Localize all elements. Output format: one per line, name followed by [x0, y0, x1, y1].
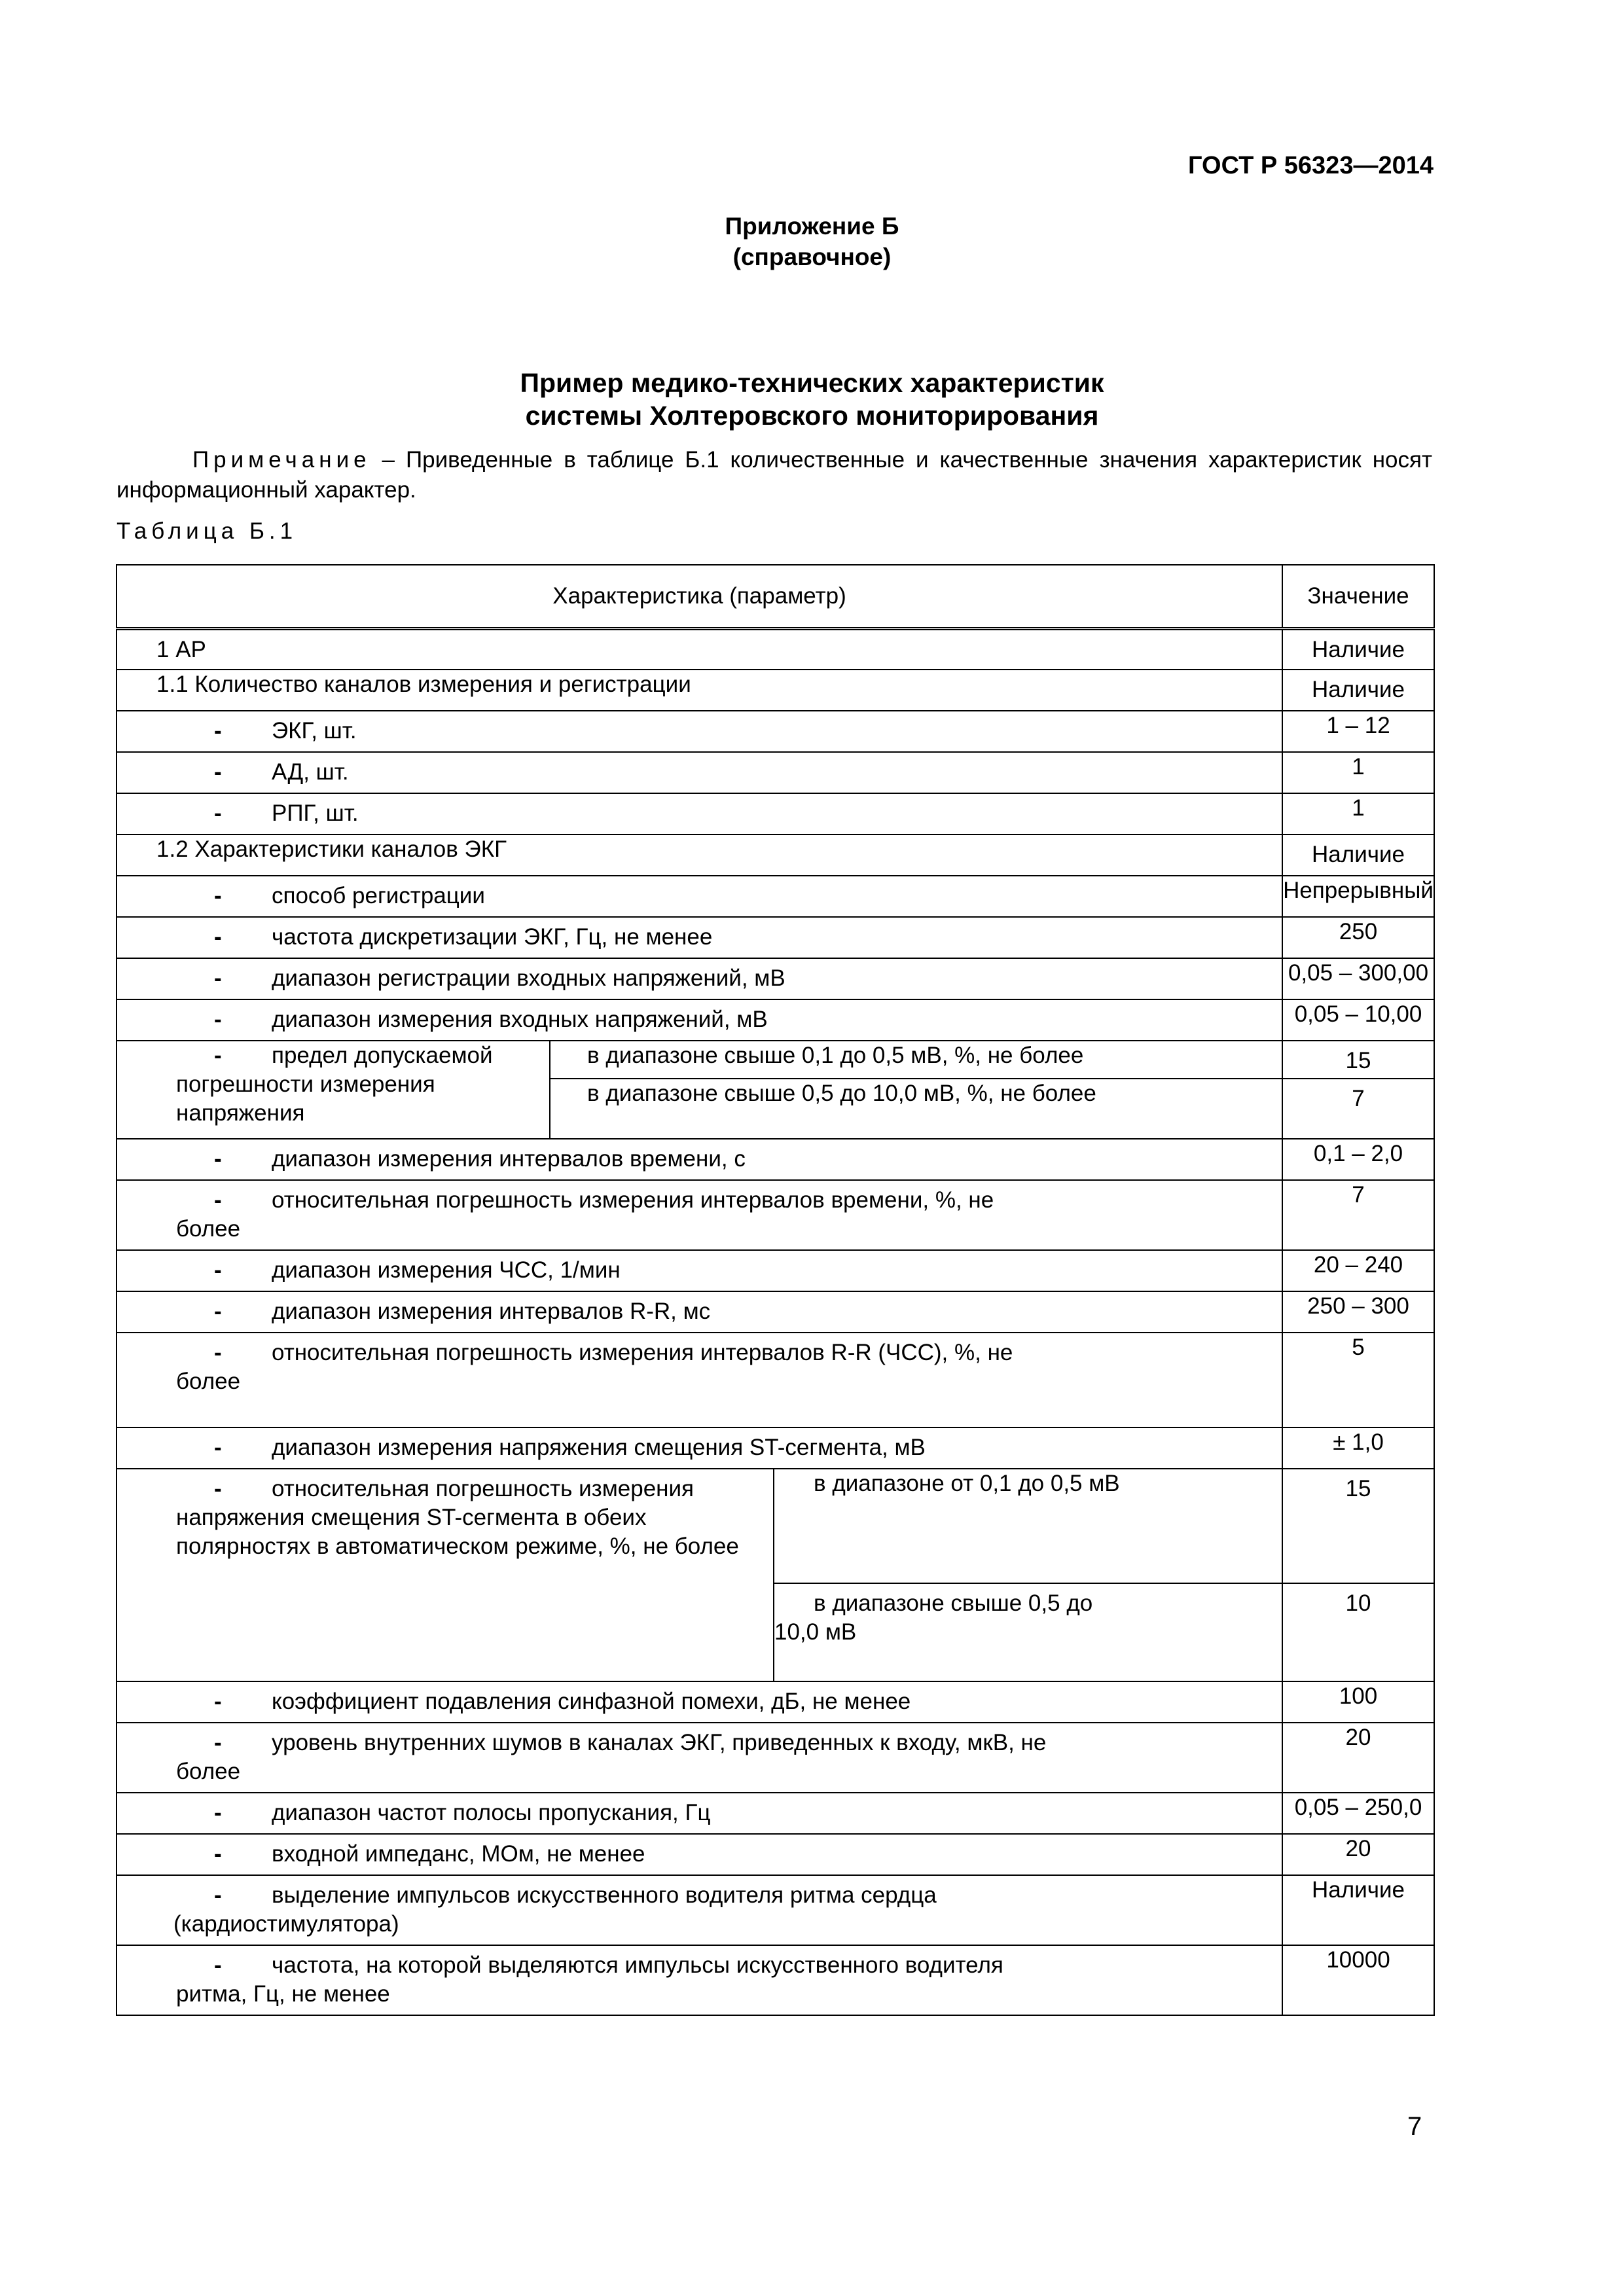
row-label: - относительная погрешность измерения напряжения смещения ST-сегмента в обеих полярностях в автоматическом режиме, %, не более [117, 1469, 774, 1681]
row-value: 1 [1282, 793, 1434, 834]
row-value: 1 – 12 [1282, 711, 1434, 752]
table-row [117, 670, 1434, 711]
dash-marker: - [214, 1434, 222, 1460]
table-row [117, 1875, 1434, 1945]
dash-marker: - [214, 717, 222, 744]
row-label: - АД, шт. [117, 752, 1282, 793]
characteristics-table [116, 564, 1435, 2016]
row-label: - ЭКГ, шт. [117, 711, 1282, 752]
column-header-param: Характеристика (параметр) [117, 565, 1282, 629]
dash-marker: - [214, 1688, 222, 1714]
row-value: 0,05 – 300,00 [1282, 958, 1434, 999]
dash-marker: - [214, 1339, 222, 1365]
dash-marker: - [214, 1145, 222, 1172]
row-label: - РПГ, шт. [117, 793, 1282, 834]
table-row [117, 1139, 1434, 1180]
row-label: - относительная погрешность измерения интервалов времени, %, не более [117, 1180, 1282, 1250]
table-row [117, 834, 1434, 876]
row-value: ± 1,0 [1282, 1427, 1434, 1469]
table-row [117, 999, 1434, 1041]
table-row [117, 1723, 1434, 1793]
row-value: 100 [1282, 1681, 1434, 1723]
table-row [117, 1469, 1434, 1583]
row-value: Наличие [1282, 1875, 1434, 1945]
row-label: - диапазон измерения интервалов R-R, мс [117, 1291, 1282, 1333]
dash-marker: - [214, 1187, 222, 1213]
table-row [117, 629, 1434, 670]
dash-marker: - [214, 1006, 222, 1032]
row-label: - входной импеданс, МОм, не менее [117, 1834, 1282, 1875]
row-label: - коэффициент подавления синфазной помехи, дБ, не менее [117, 1681, 1282, 1723]
sub-range-label: в диапазоне свыше 0,1 до 0,5 мВ, %, не более [550, 1041, 1282, 1079]
table-row [117, 1945, 1434, 2015]
row-value: 15 [1282, 1041, 1434, 1079]
row-label: - диапазон частот полосы пропускания, Гц [117, 1793, 1282, 1834]
row-value: 5 [1282, 1333, 1434, 1427]
row-label: - диапазон измерения интервалов времени, с [117, 1139, 1282, 1180]
dash-marker: - [214, 1840, 222, 1867]
dash-marker: - [214, 1882, 222, 1908]
table-header-row [117, 565, 1434, 629]
dash-marker: - [214, 924, 222, 950]
dash-marker: - [214, 759, 222, 785]
dash-marker: - [214, 1257, 222, 1283]
table-row [117, 1291, 1434, 1333]
row-label: - диапазон измерения входных напряжений, мВ [117, 999, 1282, 1041]
document-id: ГОСТ Р 56323—2014 [1188, 152, 1434, 179]
row-value: 10000 [1282, 1945, 1434, 2015]
row-value: 1 [1282, 752, 1434, 793]
row-value: 20 [1282, 1723, 1434, 1793]
row-value: 250 – 300 [1282, 1291, 1434, 1333]
table-row [117, 1834, 1434, 1875]
row-label: - способ регистрации [117, 876, 1282, 917]
dash-marker: - [214, 1475, 222, 1501]
row-label: - относительная погрешность измерения интервалов R-R (ЧСС), %, не более [117, 1333, 1282, 1427]
row-value: Наличие [1282, 834, 1434, 876]
table-row [117, 1793, 1434, 1834]
note-prefix: Примечание [192, 447, 371, 473]
table-row [117, 958, 1434, 999]
table-row [117, 711, 1434, 752]
table-row [117, 1681, 1434, 1723]
row-label: - частота дискретизации ЭКГ, Гц, не менее [117, 917, 1282, 958]
row-label: 1.1 Количество каналов измерения и регистрации [117, 670, 1282, 711]
row-value: 20 [1282, 1834, 1434, 1875]
table-row [117, 1180, 1434, 1250]
row-value: 15 [1282, 1469, 1434, 1583]
table-row [117, 876, 1434, 917]
dash-marker: - [214, 882, 222, 908]
row-value: 10 [1282, 1583, 1434, 1681]
sub-range-label: в диапазоне свыше 0,5 до 10,0 мВ [774, 1583, 1282, 1681]
row-label: - предел допускаемой погрешности измерения напряжения [117, 1041, 550, 1139]
row-value: Наличие [1282, 629, 1434, 670]
table-row [117, 752, 1434, 793]
dash-marker: - [214, 1042, 222, 1068]
appendix-label: Приложение Б [725, 213, 899, 240]
row-label: 1 АР [117, 629, 1282, 670]
row-value: 0,05 – 10,00 [1282, 999, 1434, 1041]
row-label: - уровень внутренних шумов в каналах ЭКГ, приведенных к входу, мкВ, не более [117, 1723, 1282, 1793]
table-row [117, 1250, 1434, 1291]
row-label: - выделение импульсов искусственного водителя ритма сердца (кардиостимулятора) [117, 1875, 1282, 1945]
dash-marker: - [214, 1799, 222, 1825]
dash-marker: - [214, 1729, 222, 1755]
row-value: 0,05 – 250,0 [1282, 1793, 1434, 1834]
row-value: Наличие [1282, 670, 1434, 711]
dash-marker: - [214, 800, 222, 826]
row-label: 1.2 Характеристики каналов ЭКГ [117, 834, 1282, 876]
row-value: 20 – 240 [1282, 1250, 1434, 1291]
note-text: – Приведенные в таблице Б.1 количественные и качественные значения характеристик носят информационный характер. [117, 447, 1432, 503]
sub-range-label: в диапазоне свыше 0,5 до 10,0 мВ, %, не более [550, 1079, 1282, 1139]
table-row [117, 1333, 1434, 1427]
row-value: 250 [1282, 917, 1434, 958]
row-label: - диапазон измерения напряжения смещения ST-сегмента, мВ [117, 1427, 1282, 1469]
row-label: - диапазон измерения ЧСС, 1/мин [117, 1250, 1282, 1291]
table-row [117, 1427, 1434, 1469]
column-header-value: Значение [1282, 565, 1434, 629]
page-title-line-2: системы Холтеровского мониторирования [525, 401, 1099, 431]
row-label: - диапазон регистрации входных напряжений, мВ [117, 958, 1282, 999]
row-value: 0,1 – 2,0 [1282, 1139, 1434, 1180]
table-row [117, 793, 1434, 834]
table-row [117, 1041, 1434, 1079]
appendix-type: (справочное) [732, 243, 892, 270]
row-label: - частота, на которой выделяются импульсы искусственного водителя ритма, Гц, не менее [117, 1945, 1282, 2015]
table-row [117, 917, 1434, 958]
note [117, 445, 1432, 505]
dash-marker: - [214, 1952, 222, 1978]
row-value: 7 [1282, 1180, 1434, 1250]
dash-marker: - [214, 1298, 222, 1324]
page-number: 7 [1407, 2112, 1422, 2141]
page-title-line-1: Пример медико-технических характеристик [520, 368, 1104, 398]
table-caption: Таблица Б.1 [117, 518, 298, 544]
row-value: Непрерывный [1282, 876, 1434, 917]
row-value: 7 [1282, 1079, 1434, 1139]
dash-marker: - [214, 965, 222, 991]
sub-range-label: в диапазоне от 0,1 до 0,5 мВ [774, 1469, 1282, 1583]
